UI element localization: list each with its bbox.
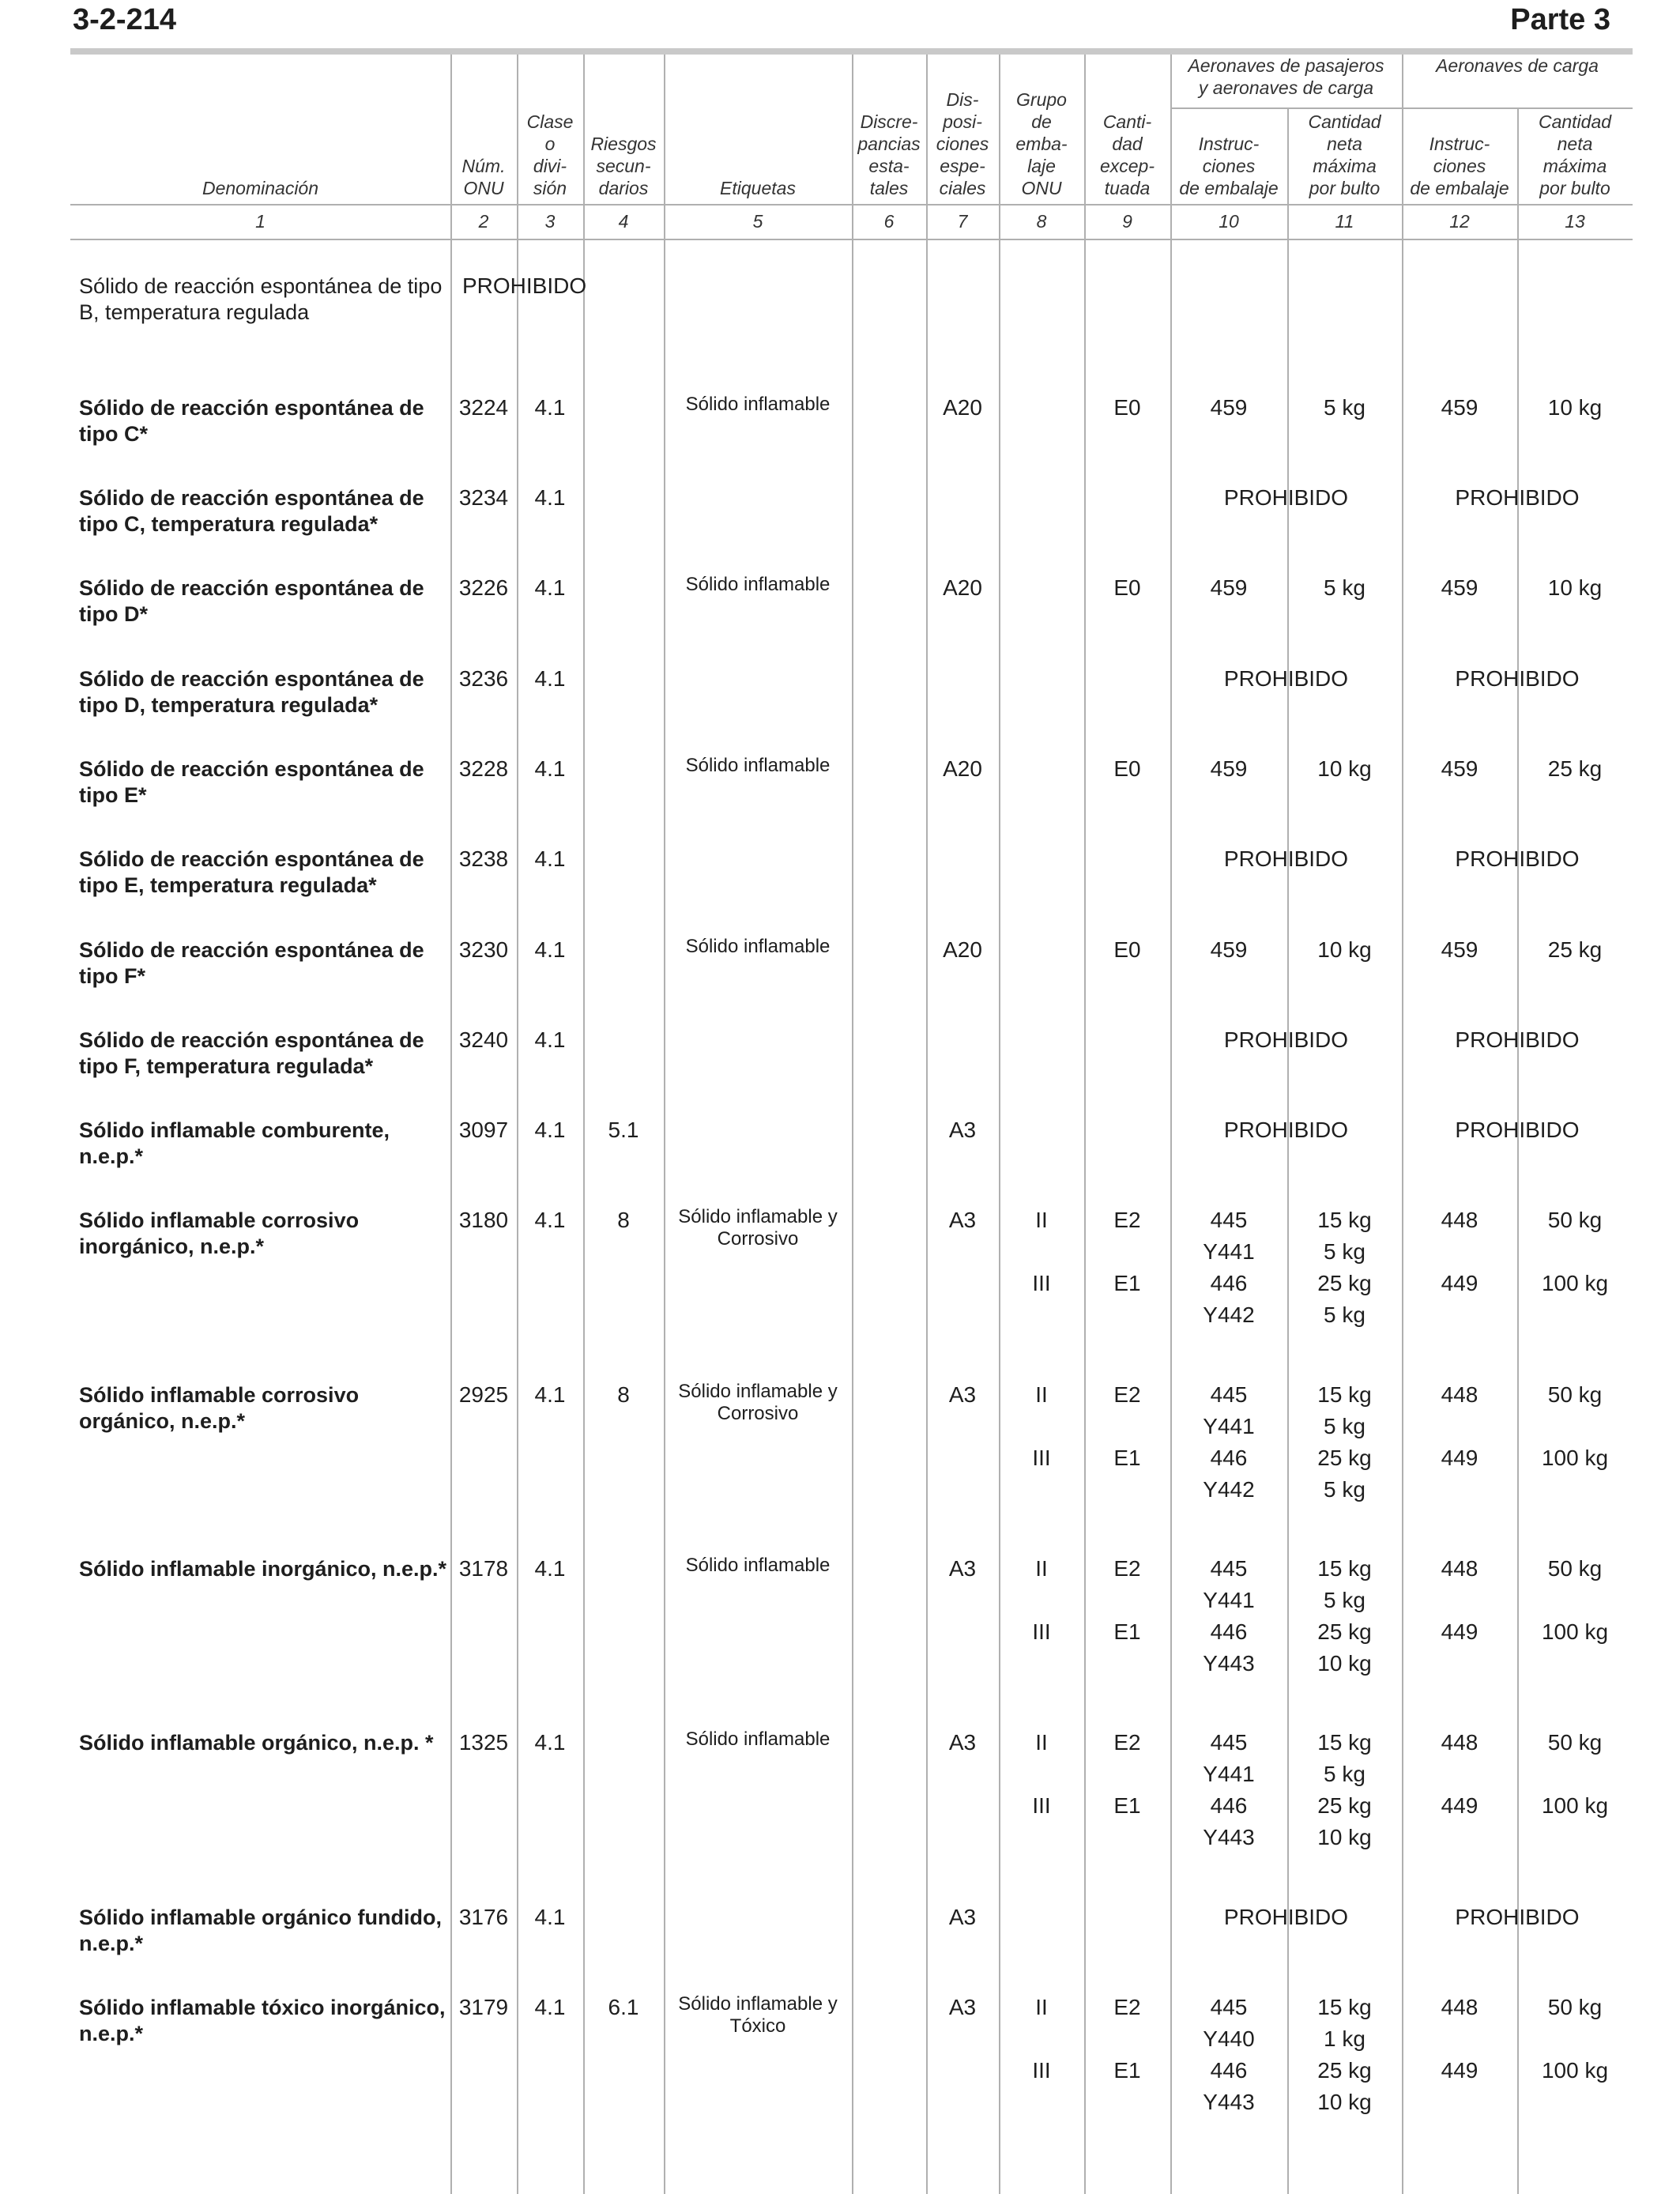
excepted-quantity: E2: [1113, 1208, 1141, 1232]
header-discrepancias: [852, 55, 926, 204]
cargo-max-net-quantity: 100 kg: [1541, 1793, 1609, 1818]
header-line: emba-: [1015, 134, 1068, 154]
packing-group: III: [1032, 1619, 1051, 1644]
cargo-max-net-quantity: 10 kg: [1547, 395, 1603, 420]
labels: Sólido inflamable y Corrosivo: [678, 1381, 838, 1424]
substance-name: Sólido inflamable orgánico fundido, n.e.p.*: [79, 1906, 442, 1955]
packing-group: III: [1032, 1271, 1051, 1295]
special-provisions: A3: [948, 1905, 977, 1929]
header-line: secun-: [596, 156, 651, 176]
special-provisions: A3: [948, 1118, 977, 1142]
pax-max-net-quantity: 10 kg: [1317, 1651, 1372, 1676]
pax-packing-instruction: Y441: [1203, 1414, 1255, 1438]
header-line: neta: [1327, 134, 1362, 154]
header-clase: [517, 55, 583, 204]
special-provisions: A3: [948, 1556, 977, 1581]
substance-name: Sólido inflamable tóxico inorgánico, n.e.p.*: [79, 1996, 446, 2045]
class-division: 4.1: [534, 1995, 566, 2019]
header-line: máxima: [1313, 156, 1377, 176]
column-number: 7: [957, 210, 968, 232]
class-division: 4.1: [534, 1208, 566, 1232]
un-number: 3178: [458, 1556, 509, 1581]
class-division: 4.1: [534, 1730, 566, 1755]
pax-packing-instruction: 459: [1210, 756, 1248, 781]
un-number: 3230: [458, 937, 509, 962]
labels: Sólido inflamable: [685, 1728, 831, 1750]
packing-group: III: [1032, 1793, 1051, 1818]
excepted-quantity: E1: [1113, 1271, 1141, 1295]
un-number: 3234: [458, 485, 509, 510]
header-line: Aeronaves de pasajeros: [1188, 55, 1384, 76]
column-number: 4: [618, 210, 629, 232]
column-number: 3: [544, 210, 556, 232]
labels: Sólido inflamable y Tóxico: [678, 1993, 838, 2037]
header-line: por bulto: [1539, 178, 1610, 198]
substance-name: Sólido de reacción espontánea de tipo C, temperatura regulada*: [79, 486, 424, 536]
cargo-max-net-quantity: 100 kg: [1541, 1271, 1609, 1295]
pax-packing-instruction: Y443: [1203, 1651, 1255, 1676]
pax-packing-instruction: Y443: [1203, 2090, 1255, 2114]
cargo-max-net-quantity: 50 kg: [1547, 1730, 1603, 1755]
header-line: ciones: [936, 134, 989, 154]
substance-name: Sólido de reacción espontánea de tipo F*: [79, 938, 424, 988]
header-line: pancias: [857, 134, 921, 154]
pax-packing-instruction: 445: [1210, 1382, 1248, 1407]
pax-max-net-quantity: 10 kg: [1317, 937, 1372, 962]
excepted-quantity: E0: [1113, 937, 1141, 962]
cargo-max-net-quantity: 100 kg: [1541, 1619, 1609, 1644]
pax-max-net-quantity: 15 kg: [1317, 1208, 1372, 1232]
header-carga: Aeronaves de carga: [1436, 55, 1599, 76]
cargo-max-net-quantity: 50 kg: [1547, 1382, 1603, 1407]
header-disposiciones: [926, 55, 999, 204]
un-number: 3226: [458, 575, 509, 600]
pax-max-net-quantity: 5 kg: [1324, 1762, 1365, 1786]
un-number: 3224: [458, 395, 509, 420]
pax-max-net-quantity: 1 kg: [1324, 2026, 1365, 2051]
un-number: 3236: [458, 666, 509, 691]
header-cantidad-exceptuada: [1084, 55, 1170, 204]
special-provisions: A3: [948, 1730, 977, 1755]
header-line: dad: [1112, 134, 1143, 154]
labels: Sólido inflamable: [685, 574, 831, 595]
pax-packing-instruction: Y441: [1203, 1762, 1255, 1786]
header-line: de embalaje: [1410, 178, 1509, 198]
prohibido-cargo: PROHIBIDO: [1455, 1905, 1580, 1929]
substance-name: Sólido inflamable orgánico, n.e.p. *: [79, 1731, 434, 1755]
labels: Sólido inflamable: [685, 394, 831, 415]
pax-max-net-quantity: 5 kg: [1324, 395, 1365, 420]
pax-max-net-quantity: 5 kg: [1324, 1588, 1365, 1612]
pax-packing-instruction: Y442: [1203, 1302, 1255, 1327]
prohibido-cargo: PROHIBIDO: [1455, 1027, 1580, 1052]
cargo-packing-instruction: 449: [1441, 1793, 1478, 1818]
class-division: 4.1: [534, 395, 566, 420]
excepted-quantity: E1: [1113, 2058, 1141, 2083]
cargo-packing-instruction: 449: [1441, 1446, 1478, 1470]
un-number: 3228: [458, 756, 509, 781]
class-division: 4.1: [534, 1556, 566, 1581]
column-number: 9: [1122, 210, 1132, 232]
header-line: Grupo: [1016, 89, 1067, 110]
excepted-quantity: E2: [1113, 1556, 1141, 1581]
excepted-quantity: E0: [1113, 575, 1141, 600]
cargo-max-net-quantity: 50 kg: [1547, 1208, 1603, 1232]
packing-group: II: [1035, 1995, 1048, 2019]
cargo-max-net-quantity: 25 kg: [1547, 937, 1603, 962]
header-line: excep-: [1099, 156, 1155, 176]
cargo-max-net-quantity: 50 kg: [1547, 1556, 1603, 1581]
labels: Sólido inflamable y Corrosivo: [678, 1206, 838, 1250]
subsidiary-risk: 8: [617, 1208, 630, 1232]
column-number: 2: [478, 210, 489, 232]
excepted-quantity: E1: [1113, 1793, 1141, 1818]
prohibido-pax: PROHIBIDO: [1223, 846, 1349, 871]
excepted-quantity: E0: [1113, 756, 1141, 781]
header-line: ONU: [1021, 178, 1062, 198]
un-number: 2925: [458, 1382, 509, 1407]
header-line: Dis-: [946, 89, 979, 110]
packing-group: III: [1032, 1446, 1051, 1470]
excepted-quantity: E2: [1113, 1730, 1141, 1755]
un-number: 3180: [458, 1208, 509, 1232]
prohibido-cargo: PROHIBIDO: [1455, 846, 1580, 871]
pax-max-net-quantity: 10 kg: [1317, 1825, 1372, 1849]
header-line: ONU: [463, 178, 504, 198]
header-line: Instruc-: [1198, 134, 1260, 154]
class-division: 4.1: [534, 846, 566, 871]
pax-packing-instruction: 445: [1210, 1730, 1248, 1755]
header-line: ciones: [1433, 156, 1486, 176]
cargo-packing-instruction: 459: [1441, 575, 1478, 600]
pax-max-net-quantity: 15 kg: [1317, 1995, 1372, 2019]
header-line: esta-: [868, 156, 910, 176]
column-number: 13: [1565, 210, 1585, 232]
header-line: posi-: [943, 111, 982, 132]
header-line: tuada: [1104, 178, 1151, 198]
header-line: por bulto: [1309, 178, 1381, 198]
substance-name: Sólido de reacción espontánea de tipo C*: [79, 396, 424, 446]
cargo-packing-instruction: 448: [1441, 1382, 1478, 1407]
header-denominacion: Denominación: [202, 178, 319, 198]
un-number: 3176: [458, 1905, 509, 1929]
column-divider: [999, 55, 1000, 2194]
header-line: Núm.: [461, 156, 506, 176]
excepted-quantity: E0: [1113, 395, 1141, 420]
special-provisions: A20: [943, 575, 982, 600]
prohibido-text: PROHIBIDO: [462, 273, 587, 298]
pax-packing-instruction: Y441: [1203, 1588, 1255, 1612]
pax-packing-instruction: 459: [1210, 937, 1248, 962]
pax-max-net-quantity: 10 kg: [1317, 756, 1372, 781]
cargo-packing-instruction: 449: [1441, 1619, 1478, 1644]
header-line: Clase: [526, 111, 574, 132]
header-cantidad-neta-pax: [1287, 107, 1402, 204]
header-line: ciones: [1202, 156, 1256, 176]
class-division: 4.1: [534, 1118, 566, 1142]
pax-max-net-quantity: 25 kg: [1317, 1619, 1372, 1644]
pax-max-net-quantity: 15 kg: [1317, 1382, 1372, 1407]
pax-max-net-quantity: 25 kg: [1317, 1793, 1372, 1818]
header-line: Cantidad: [1538, 111, 1612, 132]
header-line: o: [544, 134, 556, 154]
un-number: 3238: [458, 846, 509, 871]
cargo-max-net-quantity: 50 kg: [1547, 1995, 1603, 2019]
column-number: 11: [1335, 210, 1354, 232]
column-number: 12: [1449, 210, 1470, 232]
pax-max-net-quantity: 5 kg: [1324, 1477, 1365, 1502]
substance-name: Sólido inflamable comburente, n.e.p.*: [79, 1118, 390, 1168]
cargo-max-net-quantity: 25 kg: [1547, 756, 1603, 781]
column-number-divider: [70, 239, 1633, 240]
prohibido-cargo: PROHIBIDO: [1455, 485, 1580, 510]
class-division: 4.1: [534, 666, 566, 691]
class-division: 4.1: [534, 485, 566, 510]
substance-name: Sólido de reacción espontánea de tipo D*: [79, 576, 424, 626]
un-number: 1325: [458, 1730, 509, 1755]
special-provisions: A20: [943, 395, 982, 420]
cargo-packing-instruction: 449: [1441, 1271, 1478, 1295]
labels: Sólido inflamable: [685, 936, 831, 957]
pax-max-net-quantity: 5 kg: [1324, 1414, 1365, 1438]
substance-name: Sólido de reacción espontánea de tipo D, temperatura regulada*: [79, 667, 424, 717]
header-line: neta: [1557, 134, 1593, 154]
cargo-max-net-quantity: 100 kg: [1541, 2058, 1609, 2083]
header-line: sión: [533, 178, 567, 198]
header-instrucciones-pax: [1170, 107, 1287, 204]
cargo-packing-instruction: 448: [1441, 1208, 1478, 1232]
pax-max-net-quantity: 5 kg: [1324, 575, 1365, 600]
header-line: darios: [598, 178, 649, 198]
page-header: [73, 0, 1610, 47]
column-divider: [1084, 55, 1086, 2194]
header-line: de embalaje: [1179, 178, 1279, 198]
pax-max-net-quantity: 25 kg: [1317, 1271, 1372, 1295]
pax-packing-instruction: Y442: [1203, 1477, 1255, 1502]
header-line: Discre-: [860, 111, 918, 132]
excepted-quantity: E1: [1113, 1446, 1141, 1470]
header-line: Riesgos: [590, 134, 657, 154]
pax-max-net-quantity: 25 kg: [1317, 2058, 1372, 2083]
packing-group: III: [1032, 2058, 1051, 2083]
pax-max-net-quantity: 15 kg: [1317, 1730, 1372, 1755]
header-line: divi-: [533, 156, 567, 176]
substance-name: Sólido inflamable corrosivo orgánico, n.e.p.*: [79, 1383, 360, 1433]
header-line: ciales: [939, 178, 986, 198]
pax-max-net-quantity: 5 kg: [1324, 1302, 1365, 1327]
section-number: 3-2-214: [73, 3, 176, 36]
header-line: y aeronaves de carga: [1198, 77, 1374, 98]
column-number: 1: [255, 210, 266, 232]
packing-group: II: [1035, 1730, 1048, 1755]
header-grupo: [999, 55, 1084, 204]
prohibido-pax: PROHIBIDO: [1223, 666, 1349, 691]
prohibido-cargo: PROHIBIDO: [1455, 666, 1580, 691]
pax-packing-instruction: Y443: [1203, 1825, 1255, 1849]
subsidiary-risk: 8: [617, 1382, 630, 1407]
pax-packing-instruction: 445: [1210, 1208, 1248, 1232]
prohibido-pax: PROHIBIDO: [1223, 1905, 1349, 1929]
cargo-packing-instruction: 459: [1441, 395, 1478, 420]
pax-packing-instruction: 445: [1210, 1995, 1248, 2019]
substance-name: Sólido de reacción espontánea de tipo E, temperatura regulada*: [79, 847, 424, 897]
excepted-quantity: E1: [1113, 1619, 1141, 1644]
class-division: 4.1: [534, 1027, 566, 1052]
substance-name: Sólido de reacción espontánea de tipo B, temperatura regulada: [79, 274, 443, 324]
top-rule: [70, 48, 1633, 55]
pax-packing-instruction: 446: [1210, 1619, 1248, 1644]
prohibido-pax: PROHIBIDO: [1223, 485, 1349, 510]
class-division: 4.1: [534, 1905, 566, 1929]
class-division: 4.1: [534, 575, 566, 600]
substance-name: Sólido de reacción espontánea de tipo E*: [79, 757, 424, 807]
header-line: máxima: [1543, 156, 1607, 176]
cargo-packing-instruction: 459: [1441, 756, 1478, 781]
prohibido-cargo: PROHIBIDO: [1455, 1118, 1580, 1142]
substance-name: Sólido inflamable inorgánico, n.e.p.*: [79, 1557, 447, 1581]
substance-name: Sólido de reacción espontánea de tipo F, temperatura regulada*: [79, 1028, 424, 1078]
column-number: 10: [1219, 210, 1239, 232]
pax-packing-instruction: Y441: [1203, 1239, 1255, 1264]
pax-packing-instruction: 446: [1210, 2058, 1248, 2083]
pax-packing-instruction: 459: [1210, 575, 1248, 600]
pax-max-net-quantity: 10 kg: [1317, 2090, 1372, 2114]
cargo-packing-instruction: 449: [1441, 2058, 1478, 2083]
header-line: laje: [1027, 156, 1056, 176]
header-riesgos: [583, 55, 664, 204]
subsidiary-risk: 5.1: [608, 1118, 639, 1142]
pax-packing-instruction: 446: [1210, 1793, 1248, 1818]
pax-packing-instruction: 446: [1210, 1446, 1248, 1470]
subsidiary-risk: 6.1: [608, 1995, 639, 2019]
labels: Sólido inflamable: [685, 755, 831, 776]
substance-name: Sólido inflamable corrosivo inorgánico, n.e.p.*: [79, 1208, 360, 1258]
excepted-quantity: E2: [1113, 1382, 1141, 1407]
column-divider: [852, 55, 853, 2194]
header-instrucciones-carga: [1402, 107, 1517, 204]
header-line: Instruc-: [1429, 134, 1490, 154]
special-provisions: A3: [948, 1382, 977, 1407]
special-provisions: A3: [948, 1995, 977, 2019]
header-cantidad-neta-carga: [1517, 107, 1633, 204]
un-number: 3179: [458, 1995, 509, 2019]
labels: Sólido inflamable: [685, 1555, 831, 1576]
pax-max-net-quantity: 5 kg: [1324, 1239, 1365, 1264]
cargo-max-net-quantity: 100 kg: [1541, 1446, 1609, 1470]
header-etiquetas: Etiquetas: [720, 178, 796, 198]
cargo-packing-instruction: 448: [1441, 1556, 1478, 1581]
pax-max-net-quantity: 25 kg: [1317, 1446, 1372, 1470]
header-line: espe-: [940, 156, 985, 176]
cargo-packing-instruction: 448: [1441, 1995, 1478, 2019]
packing-group: II: [1035, 1208, 1048, 1232]
column-number: 5: [752, 210, 763, 232]
pax-max-net-quantity: 15 kg: [1317, 1556, 1372, 1581]
class-division: 4.1: [534, 1382, 566, 1407]
header-num-onu: [450, 55, 517, 204]
special-provisions: A20: [943, 756, 982, 781]
column-number: 8: [1036, 210, 1047, 232]
pax-packing-instruction: 446: [1210, 1271, 1248, 1295]
pax-packing-instruction: Y440: [1203, 2026, 1255, 2051]
prohibido-pax: PROHIBIDO: [1223, 1027, 1349, 1052]
header-line: tales: [869, 178, 909, 198]
pax-packing-instruction: 459: [1210, 395, 1248, 420]
header-line: Cantidad: [1308, 111, 1381, 132]
packing-group: II: [1035, 1556, 1048, 1581]
packing-group: II: [1035, 1382, 1048, 1407]
pax-packing-instruction: 445: [1210, 1556, 1248, 1581]
class-division: 4.1: [534, 756, 566, 781]
special-provisions: A20: [943, 937, 982, 962]
header-line: Canti-: [1102, 111, 1152, 132]
cargo-packing-instruction: 448: [1441, 1730, 1478, 1755]
header-pasajeros: [1170, 55, 1402, 107]
column-divider: [664, 55, 665, 2194]
cargo-max-net-quantity: 10 kg: [1547, 575, 1603, 600]
cargo-packing-instruction: 459: [1441, 937, 1478, 962]
un-number: 3240: [458, 1027, 509, 1052]
header-line: de: [1031, 111, 1052, 132]
class-division: 4.1: [534, 937, 566, 962]
part-label: Parte 3: [1510, 3, 1610, 36]
column-number: 6: [883, 210, 895, 232]
excepted-quantity: E2: [1113, 1995, 1141, 2019]
un-number: 3097: [458, 1118, 509, 1142]
special-provisions: A3: [948, 1208, 977, 1232]
prohibido-pax: PROHIBIDO: [1223, 1118, 1349, 1142]
